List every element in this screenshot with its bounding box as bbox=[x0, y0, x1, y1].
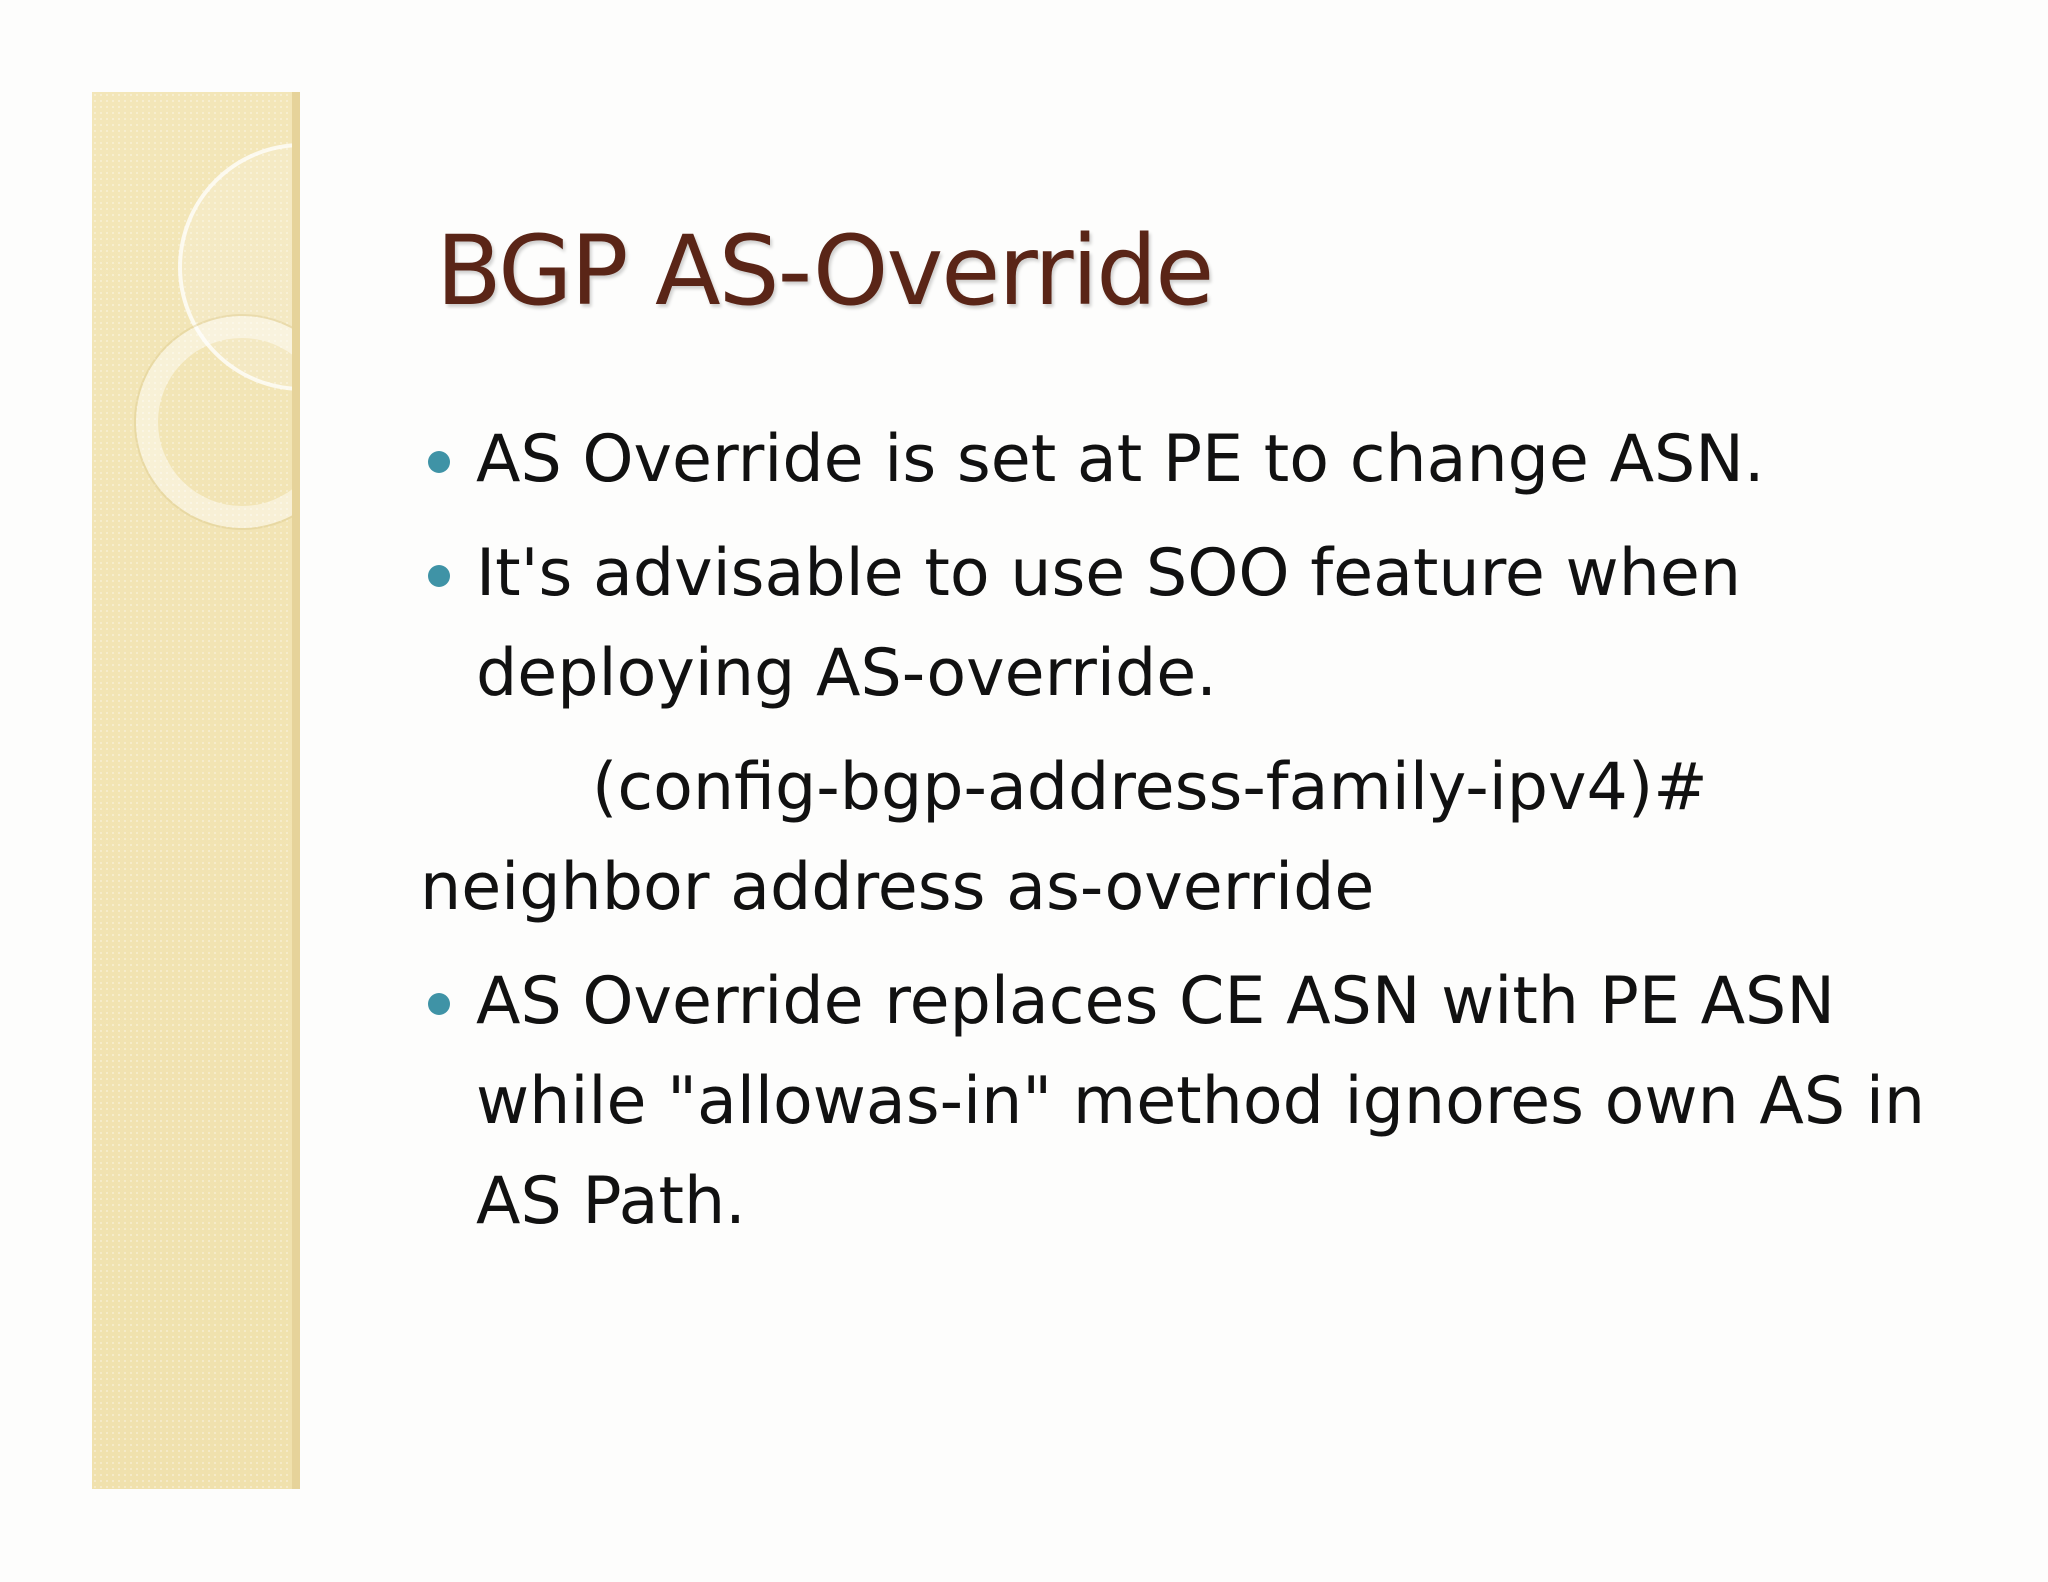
sidebar-edge bbox=[292, 92, 300, 1489]
decorative-rings bbox=[92, 92, 300, 1489]
bullet-text: It's advisable to use SOO feature when deploying AS-override. bbox=[476, 536, 1742, 711]
bullet-text: AS Override replaces CE ASN with PE ASN while "allowas-in" method ignores own AS in AS Path. bbox=[476, 964, 1926, 1239]
bullet-text: AS Override is set at PE to change ASN. bbox=[476, 422, 1765, 497]
slide-body bbox=[420, 410, 1940, 1266]
bullet-item bbox=[420, 952, 1940, 1252]
decorative-sidebar bbox=[92, 92, 300, 1489]
bullet-item bbox=[420, 410, 1940, 510]
bullet-dot-icon bbox=[428, 565, 450, 587]
slide-title: BGP AS-Override bbox=[436, 215, 1213, 327]
bullet-dot-icon bbox=[428, 993, 450, 1015]
command-line-1: (config-bgp-address-family-ipv4)# bbox=[592, 750, 1708, 825]
bullet-item bbox=[420, 524, 1940, 724]
command-line-2: neighbor address as-override bbox=[420, 850, 1375, 925]
bullet-dot-icon bbox=[428, 451, 450, 473]
